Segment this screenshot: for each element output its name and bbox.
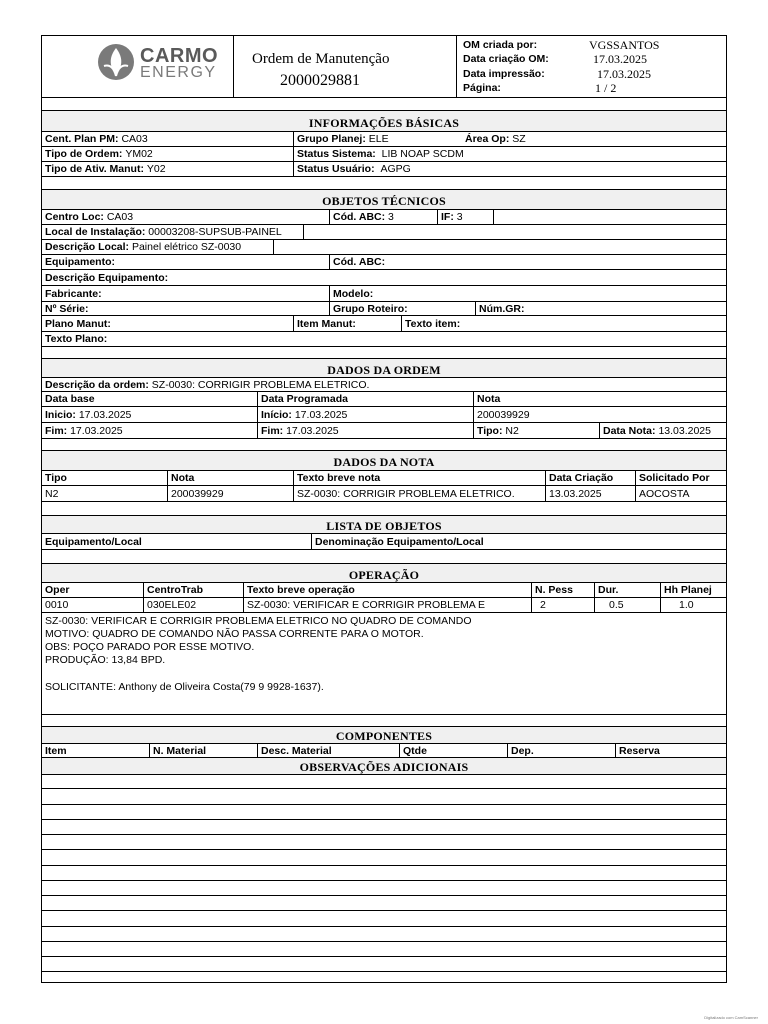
spacer-row [42,715,726,727]
tech-row-8 [42,316,726,332]
notes-line [42,881,726,896]
tipo-nota-label: Tipo: [477,424,503,437]
inicio-base-cell [42,407,258,422]
tech-row-4 [42,255,726,270]
grupo-planej-cell [294,132,462,146]
fabricante-label: Fabricante: [45,287,102,300]
tipo-ativ-label: Tipo de Ativ. Manut: [45,163,144,175]
centro-loc-label: Centro Loc: [45,211,104,223]
notes-line [42,835,726,850]
notes-line [42,896,726,911]
serie-label: Nº Série: [45,302,89,315]
table-row [42,598,726,613]
fim-prog-value: 17.03.2025 [286,424,339,437]
modelo-cell [330,286,728,301]
local-instalacao-value: 00003208-SUPSUB-PAINEL [148,226,282,238]
document-title-box [234,36,457,97]
centro-loc-cell [42,210,330,224]
tech-row-9 [42,332,726,347]
tech-row-2 [42,225,726,240]
area-op-value: SZ [512,133,526,145]
centro-loc-value: CA03 [106,211,134,223]
desc-local-value: Painel elétrico SZ-0030 [131,241,242,253]
op-col-hh: Hh Planej [664,584,712,596]
table-row [42,486,726,502]
spacer-row [42,347,726,359]
section-title: DADOS DA ORDEM [327,362,441,377]
notes-line [42,957,726,972]
cod-abc-cell [330,210,438,224]
section-components [42,727,726,744]
if-cell [438,210,494,224]
desc-equip-label: Descrição Equipamento: [45,271,169,284]
desc-local-label: Descrição Local: [45,241,130,253]
tipo-nota-value: N2 [505,424,519,437]
if-value: 3 [456,211,463,223]
modelo-label: Modelo: [333,287,374,300]
comp-col-reserva: Reserva [619,744,660,757]
company-logo [42,36,234,97]
grupo-planej-value: ELE [368,133,389,145]
texto-item-cell [402,316,728,331]
local-instalacao-label: Local de Instalação: [45,226,146,238]
order-desc-cell [42,378,728,391]
desc-equip-cell [42,270,728,285]
basic-row-1 [42,132,726,147]
section-title: DADOS DA NOTA [333,455,435,469]
comp-col-qtde: Qtde [400,744,508,757]
notes-line [42,775,726,789]
section-additional-notes [42,758,726,775]
header-row [42,36,726,98]
section-object-list [42,516,726,534]
fabricante-cell [42,286,330,301]
section-title: OBSERVAÇÕES ADICIONAIS [299,759,469,774]
plano-manut-label: Plano Manut: [45,317,111,330]
fim-base-value: 17.03.2025 [70,424,123,437]
notes-line [42,927,726,942]
texto-plano-cell [42,332,728,346]
tech-row-5 [42,270,726,286]
desc-local-cell [42,240,274,254]
notes-line [42,866,726,881]
inicio-base-value: 17.03.2025 [78,408,132,421]
spacer-row [42,550,726,564]
num-gr-cell [476,302,728,315]
order-end-row [42,423,726,439]
status-sistema-cell [294,147,728,161]
nota-value: 200039929 [477,408,530,421]
section-order-data [42,359,726,378]
comp-col-item: Item [42,744,150,757]
status-sistema-value: LIB NOAP SCDM [381,148,464,160]
data-nota-value: 13.03.2025 [658,424,711,437]
inicio-prog-label: Início: [261,408,292,421]
spacer-row [42,502,726,516]
brand-subtitle: ENERGY [140,64,217,81]
long-text-line: SZ-0030: VERIFICAR E CORRIGIR PROBLEMA ELETRICO NO QUADRO DE COMANDO [45,615,472,627]
note-solicitado-value: AOCOSTA [639,487,690,500]
note-col-data: Data Criação [546,471,636,485]
order-desc-value: SZ-0030: CORRIGIR PROBLEMA ELETRICO. [151,378,370,391]
print-date-value: 17.03.2025 [597,67,651,81]
fim-prog-label: Fim: [261,424,284,437]
nota-header: Nota [477,393,501,405]
op-hh-value: 1.0 [679,599,694,611]
cod-abc-equip-label: Cód. ABC: [333,256,386,268]
num-gr-label: Núm.GR: [479,302,525,315]
basic-row-3 [42,162,726,177]
order-number: 2000029881 [280,72,360,89]
tipo-ativ-cell [42,162,294,176]
status-usuario-cell [294,162,728,176]
brand-name: CARMO [140,45,219,67]
objects-header-row [42,534,726,550]
components-header-row [42,744,726,758]
cod-abc-equip-cell [330,255,728,269]
status-sistema-label: Status Sistema: [297,148,376,160]
op-centro-value: 030ELE02 [144,598,244,612]
long-text-line: SOLICITANTE: Anthony de Oliveira Costa(79 9 9928-1637). [45,681,324,693]
carmo-logo-icon [96,42,136,82]
equipamento-label: Equipamento: [45,256,115,268]
status-usuario-value: AGPG [380,163,411,175]
order-metadata [457,36,728,97]
data-nota-cell [600,423,728,438]
spacer-row [42,439,726,451]
tech-row-1 [42,210,726,225]
op-col-texto: Texto breve operação [244,583,532,597]
local-instalacao-cell [42,225,304,239]
serie-cell [42,302,330,315]
spacer-row [42,98,726,111]
maintenance-order-sheet [41,35,727,983]
spacer-row [42,177,726,190]
item-manut-label: Item Manut: [297,317,356,330]
section-title: COMPONENTES [335,729,433,743]
operation-long-text [42,613,726,715]
order-start-row [42,407,726,423]
tech-row-3 [42,240,726,255]
inicio-prog-value: 17.03.2025 [294,408,348,421]
created-date-value: 17.03.2025 [593,52,647,66]
notes-line [42,911,726,927]
tipo-ordem-label: Tipo de Ordem: [45,148,123,160]
section-title: INFORMAÇÕES BÁSICAS [308,116,460,130]
note-col-nota: Nota [168,471,294,485]
tipo-ordem-cell [42,147,294,161]
section-title: OPERAÇÃO [348,567,420,582]
nota-value-cell [474,407,728,422]
basic-row-2 [42,147,726,162]
tech-row-6 [42,286,726,302]
note-col-solicitado: Solicitado Por [639,472,710,484]
tech-row-7 [42,302,726,316]
op-col-npess: N. Pess [532,583,595,597]
grupo-roteiro-cell [330,302,476,315]
inicio-prog-cell [258,407,474,422]
long-text-line: OBS: POÇO PARADO POR ESSE MOTIVO. [45,641,255,653]
objects-col-equip: Equipamento/Local [42,534,312,549]
data-nota-label: Data Nota: [603,424,656,437]
op-dur-value: 0.5 [595,598,661,612]
fim-base-cell [42,423,258,438]
fim-base-label: Fim: [45,424,68,437]
section-operation [42,564,726,583]
notes-line [42,850,726,866]
long-text-line: PRODUÇÃO: 13,84 BPD. [45,654,166,666]
cod-abc-value: 3 [388,211,394,223]
op-npess-value: 2 [532,598,595,612]
note-tipo-value: N2 [42,486,168,501]
note-data-value: 13.03.2025 [546,486,636,501]
op-col-centro: CentroTrab [144,583,244,597]
document-title: Ordem de Manutenção [252,51,390,67]
long-text-line: MOTIVO: QUADRO DE COMANDO NÃO PASSA CORRENTE PARA O MOTOR. [45,628,424,640]
objects-col-denominacao: Denominação Equipamento/Local [315,535,484,548]
note-texto-value: SZ-0030: CORRIGIR PROBLEMA ELETRICO. [294,486,546,501]
cent-plan-label: Cent. Plan PM: [45,133,119,145]
data-base-header: Data base [42,392,258,406]
tipo-ativ-value: Y02 [146,163,166,175]
texto-item-label: Texto item: [405,317,461,330]
section-title: OBJETOS TÉCNICOS [322,194,446,208]
op-col-dur: Dur. [595,583,661,597]
operation-header-row [42,583,726,598]
order-desc-row [42,378,726,392]
order-head-row [42,392,726,407]
tipo-ordem-value: YM02 [125,148,153,160]
fim-prog-cell [258,423,474,438]
if-label: IF: [441,211,454,223]
section-basic-info [42,111,726,132]
comp-col-material: N. Material [150,744,258,757]
page-value: 1 / 2 [595,81,617,95]
op-oper-value: 0010 [42,598,144,612]
scanner-watermark: Digitalizado com CamScanner [704,1015,758,1020]
notes-line [42,820,726,835]
notes-line [42,805,726,820]
created-by-label: OM criada por: [463,39,538,51]
created-by-value: VGSSANTOS [589,38,660,52]
section-note-data [42,451,726,471]
note-col-texto: Texto breve nota [294,471,546,485]
notes-line [42,789,726,805]
section-technical-objects [42,190,726,210]
page-label: Página: [463,82,501,94]
texto-plano-label: Texto Plano: [45,333,108,345]
item-manut-cell [294,316,402,331]
plano-manut-cell [42,316,294,331]
note-header-row [42,471,726,486]
cod-abc-label: Cód. ABC: [333,211,386,223]
area-op-cell [462,132,728,146]
op-col-oper: Oper [42,583,144,597]
cent-plan-cell [42,132,294,146]
equipamento-cell [42,255,330,269]
grupo-roteiro-label: Grupo Roteiro: [333,302,408,315]
created-date-label: Data criação OM: [463,53,549,65]
status-usuario-label: Status Usuário: [297,163,375,175]
data-programada-header: Data Programada [258,392,474,406]
section-title: LISTA DE OBJETOS [326,518,442,533]
op-texto-value: SZ-0030: VERIFICAR E CORRIGIR PROBLEMA E [244,598,532,612]
notes-line [42,942,726,957]
note-nota-value: 200039929 [168,486,294,501]
area-op-label: Área Op: [465,133,510,145]
order-desc-label: Descrição da ordem: [45,378,149,391]
comp-col-desc: Desc. Material [258,744,400,757]
note-col-tipo: Tipo [42,471,168,485]
comp-col-dep: Dep. [508,744,616,757]
grupo-planej-label: Grupo Planej: [297,133,366,145]
cent-plan-value: CA03 [121,133,148,145]
tipo-nota-cell [474,423,600,438]
print-date-label: Data impressão: [463,68,545,80]
inicio-base-label: Inicio: [45,408,76,421]
